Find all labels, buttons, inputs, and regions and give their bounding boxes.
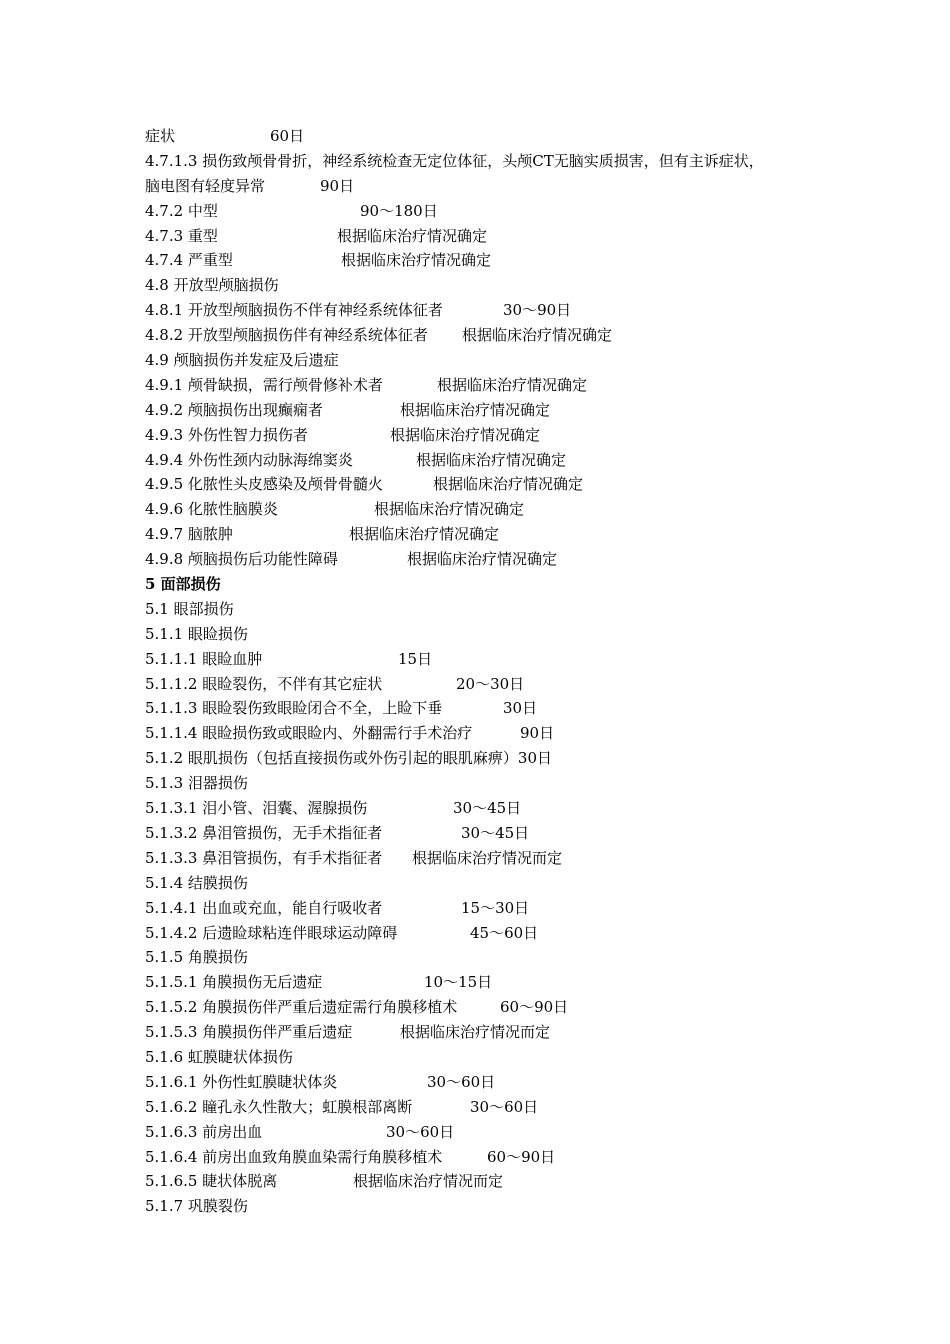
document-line (145, 597, 845, 622)
line-value: 根据临床治疗情况而定 (412, 848, 563, 867)
line-value: 30～45日 (453, 799, 522, 818)
document-page (145, 124, 845, 1219)
document-line (145, 423, 845, 448)
line-value: 根据临床治疗情况确定 (374, 500, 525, 519)
document-line (145, 721, 845, 746)
document-line (145, 448, 845, 473)
document-line (145, 298, 845, 323)
line-text: 5.1.3 泪器损伤 (145, 774, 248, 793)
line-text: 5.1.3.2 鼻泪管损伤，无手术指征者 (145, 823, 383, 842)
line-value: 根据临床治疗情况确定 (416, 450, 567, 469)
line-value: 20～30日 (456, 674, 525, 693)
line-text: 5.1.3.1 泪小管、泪囊、渥腺损伤 (145, 799, 368, 818)
document-line (145, 323, 845, 348)
line-value: 15日 (398, 649, 433, 668)
document-line (145, 1020, 845, 1045)
line-text: 5.1.4.1 出血或充血，能自行吸收者 (145, 898, 383, 917)
line-value: 30～60日 (386, 1122, 455, 1141)
line-text: 5.1.5 角膜损伤 (145, 948, 248, 967)
line-value: 30～45日 (461, 823, 530, 842)
document-line (145, 821, 845, 846)
line-value: 60～90日 (487, 1147, 556, 1166)
line-value: 60日 (270, 127, 305, 145)
line-text: 4.9.5 化脓性头皮感染及颅骨骨髓火 (145, 475, 383, 494)
line-value: 30～90日 (503, 301, 572, 320)
line-text: 症状 (145, 127, 176, 145)
line-value: 10～15日 (424, 973, 493, 992)
document-line (145, 672, 845, 697)
document-line (145, 647, 845, 672)
document-line (145, 273, 845, 298)
line-value: 根据临床治疗情况确定 (400, 400, 551, 419)
document-line (145, 1045, 845, 1070)
line-text: 5.1 眼部损伤 (145, 599, 234, 618)
document-line (145, 224, 845, 249)
document-line (145, 1194, 845, 1219)
line-text: 5.1.5.3 角膜损伤伴严重后遗症 (145, 1023, 353, 1042)
document-line (145, 945, 845, 970)
line-text: 5.1.6.4 前房出血致角膜血染需行角膜移植术 (145, 1147, 443, 1166)
document-line (145, 1070, 845, 1095)
line-value: 根据临床治疗情况确定 (437, 375, 588, 394)
line-text: 5.1.6.1 外伤性虹膜睫状体炎 (145, 1072, 338, 1091)
line-text: 4.8.1 开放型颅脑损伤不伴有神经系统体征者 (145, 301, 443, 320)
document-line (145, 248, 845, 273)
line-text: 5.1.5.1 角膜损伤无后遗症 (145, 973, 323, 992)
line-text: 4.7.4 严重型 (145, 251, 233, 270)
document-line (145, 1095, 845, 1120)
document-line (145, 199, 845, 224)
line-text: 5.1.1.3 眼睑裂伤致眼睑闭合不全，上睑下垂 (145, 699, 443, 718)
document-line (145, 149, 845, 174)
line-text: 5.1.1.2 眼睑裂伤，不伴有其它症状 (145, 674, 383, 693)
line-text: 4.8.2 开放型颅脑损伤伴有神经系统体征者 (145, 326, 428, 345)
line-text: 5.1.7 巩膜裂伤 (145, 1197, 248, 1216)
line-value: 60～90日 (500, 998, 569, 1017)
document-line (145, 696, 845, 721)
line-text: 5.1.3.3 鼻泪管损伤，有手术指征者 (145, 848, 383, 867)
line-text: 4.8 开放型颅脑损伤 (145, 276, 279, 295)
line-value: 30～60日 (427, 1072, 496, 1091)
line-text: 5.1.2 眼肌损伤（包括直接损伤或外伤引起的眼肌麻痹）30日 (145, 749, 553, 768)
document-line (145, 796, 845, 821)
line-text: 5.1.5.2 角膜损伤伴严重后遗症需行角膜移植术 (145, 998, 458, 1017)
line-value: 根据临床治疗情况确定 (349, 525, 500, 544)
document-line (145, 995, 845, 1020)
document-line (145, 921, 845, 946)
document-line (145, 771, 845, 796)
document-line (145, 472, 845, 497)
line-text: 4.9.3 外伤性智力损伤者 (145, 425, 308, 444)
line-text: 4.9.2 颅脑损伤出现癫痫者 (145, 400, 323, 419)
line-value: 90日 (320, 176, 355, 195)
line-text: 脑电图有轻度异常 (145, 176, 266, 195)
line-text: 5.1.6.3 前房出血 (145, 1122, 263, 1141)
line-value: 根据临床治疗情况确定 (337, 226, 488, 245)
document-line (145, 1145, 845, 1170)
document-line (145, 547, 845, 572)
line-text: 4.7.2 中型 (145, 201, 218, 220)
line-text: 5.1.4 结膜损伤 (145, 873, 248, 892)
document-line (145, 348, 845, 373)
line-text: 5.1.1.4 眼睑损伤致或眼睑内、外翻需行手术治疗 (145, 724, 473, 743)
line-text: 5 面部损伤 (145, 575, 221, 594)
line-value: 根据临床治疗情况确定 (407, 550, 558, 569)
document-line (145, 1169, 845, 1194)
line-value: 根据临床治疗情况而定 (400, 1023, 551, 1042)
line-text: 4.9.8 颅脑损伤后功能性障碍 (145, 550, 338, 569)
line-value: 根据临床治疗情况确定 (341, 251, 492, 270)
line-text: 4.7.3 重型 (145, 226, 218, 245)
line-value: 根据临床治疗情况而定 (353, 1172, 504, 1191)
document-line (145, 622, 845, 647)
line-value: 90日 (520, 724, 555, 743)
line-value: 45～60日 (470, 923, 539, 942)
document-line (145, 846, 845, 871)
line-value: 根据临床治疗情况确定 (462, 326, 613, 345)
line-text: 5.1.1 眼睑损伤 (145, 624, 248, 643)
line-text: 5.1.6.5 睫状体脱离 (145, 1172, 278, 1191)
line-text: 4.9.4 外伤性颈内动脉海绵窦炎 (145, 450, 353, 469)
document-line (145, 124, 845, 149)
document-line (145, 871, 845, 896)
line-text: 4.9 颅脑损伤并发症及后遗症 (145, 351, 339, 370)
line-value: 30日 (503, 699, 538, 718)
line-value: 30～60日 (470, 1097, 539, 1116)
line-text: 5.1.6.2 瞳孔永久性散大；虹膜根部离断 (145, 1097, 413, 1116)
line-text: 5.1.1.1 眼睑血肿 (145, 649, 263, 668)
line-value: 90～180日 (360, 201, 438, 220)
line-text: 4.9.1 颅骨缺损，需行颅骨修补术者 (145, 375, 383, 394)
line-text: 5.1.4.2 后遗睑球粘连伴眼球运动障碍 (145, 923, 398, 942)
document-line (145, 174, 845, 199)
document-line (145, 373, 845, 398)
line-value: 15～30日 (461, 898, 530, 917)
line-text: 4.9.6 化脓性脑膜炎 (145, 500, 278, 519)
line-text: 5.1.6 虹膜睫状体损伤 (145, 1047, 293, 1066)
document-line (145, 522, 845, 547)
document-line (145, 896, 845, 921)
line-value: 根据临床治疗情况确定 (390, 425, 541, 444)
document-line (145, 398, 845, 423)
document-line (145, 970, 845, 995)
document-line (145, 746, 845, 771)
document-line (145, 1120, 845, 1145)
line-text: 4.9.7 脑脓肿 (145, 525, 233, 544)
line-value: 根据临床治疗情况确定 (433, 475, 584, 494)
line-text: 4.7.1.3 损伤致颅骨骨折，神经系统检查无定位体征，头颅CT无脑实质损害，但有主诉症状， (145, 151, 764, 170)
document-line (145, 572, 845, 597)
document-line (145, 497, 845, 522)
